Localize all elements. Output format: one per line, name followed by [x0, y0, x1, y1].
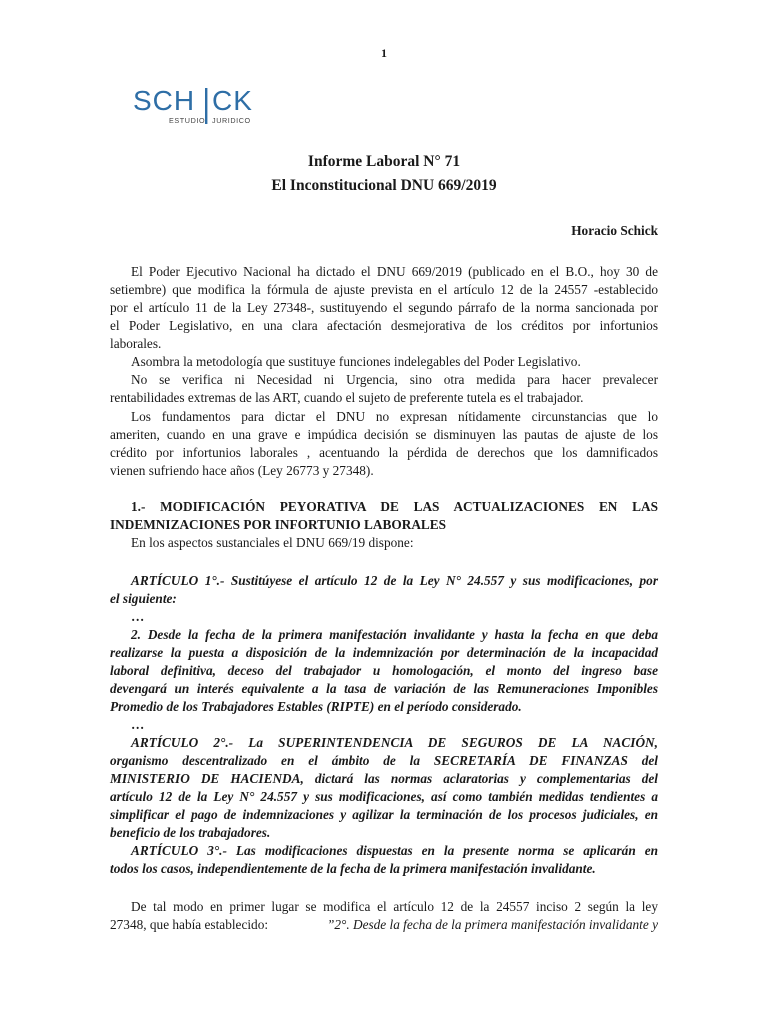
closing-line [110, 916, 658, 933]
paragraph-line: El Poder Ejecutivo Nacional ha dictado el DNU 669/2019 (publicado en el B.O., hoy 30 de [131, 264, 658, 279]
svg-text:CK: CK [212, 86, 253, 116]
report-subtitle: El Inconstitucional DNU 669/2019 [271, 177, 497, 194]
article-3-line: todos los casos, independientemente de la fecha de la primera manifestación invalidante. [110, 861, 596, 876]
closing-line-regular: 27348, que había establecido: [110, 917, 272, 932]
section-intro: En los aspectos sustanciales el DNU 669/19 dispone: [131, 535, 414, 550]
section-heading-line: INDEMNIZACIONES POR INFORTUNIO LABORALES [110, 517, 447, 532]
firm-logo [133, 86, 273, 128]
article-2-line: artículo 12 de la Ley N° 24.557 y sus modificaciones, así como también medidas tendientes a [110, 789, 658, 804]
svg-text:ESTUDIO: ESTUDIO [169, 116, 206, 125]
paragraph-line: setiembre) que modifica la fórmula de ajuste prevista en el artículo 12 de la 24557 -establecido [110, 282, 658, 297]
item-2-line: realizarse la puesta a disposición de la indemnización por determinación de la incapacidad [110, 645, 658, 660]
article-1-line: el siguiente: [110, 591, 177, 606]
svg-text:JURIDICO: JURIDICO [212, 116, 251, 125]
schick-logo-graphic [133, 86, 273, 128]
page-number: 1 [381, 46, 387, 60]
article-1-line: ARTÍCULO 1°.- Sustitúyese el artículo 12 de la Ley N° 24.557 y sus modificaciones, por [131, 573, 658, 588]
ellipsis: … [131, 609, 145, 624]
ellipsis: … [131, 717, 145, 732]
item-2-line: Promedio de los Trabajadores Estables (RIPTE) en el período considerado. [110, 699, 522, 714]
paragraph-line: por el artículo 11 de la Ley 27348-, sustituyendo el segundo párrafo de la norma sancionada por [110, 300, 658, 315]
paragraph-line: Asombra la metodología que sustituye funciones indelegables del Poder Legislativo. [131, 354, 581, 369]
item-2-line: devengará un interés equivalente a la tasa de variación de las Remuneraciones Imponibles [110, 681, 658, 696]
paragraph-line: rentabilidades extremas de las ART, cuando el sujeto de preferente tutela es el trabajador. [110, 390, 584, 405]
paragraph-line: laborales. [110, 336, 162, 351]
closing-line: De tal modo en primer lugar se modifica el artículo 12 de la 24557 inciso 2 según la ley [131, 899, 658, 914]
paragraph-line: ameriten, cuando en una grave e impúdica decisión se disminuyen las pautas de ajuste de los [110, 427, 658, 442]
article-2-line: MINISTERIO DE HACIENDA, dictará las normas aclaratorias y complementarias del [110, 771, 658, 786]
article-2-line: simplificar el pago de indemnizaciones y agilizar la terminación de los procesos judiciales, en [110, 807, 658, 822]
section-heading-line: 1.- MODIFICACIÓN PEYORATIVA DE LAS ACTUALIZACIONES EN LAS [131, 499, 658, 514]
paragraph-line: crédito por infortunios laborales , acentuando la pérdida de derechos que los damnificados [110, 445, 658, 460]
article-2-line: ARTÍCULO 2°.- La SUPERINTENDENCIA DE SEGUROS DE LA NACIÓN, [131, 735, 658, 750]
report-title: Informe Laboral N° 71 [307, 153, 461, 170]
paragraph-line: Los fundamentos para dictar el DNU no expresan nítidamente circunstancias que lo [131, 409, 658, 424]
paragraph-line: No se verifica ni Necesidad ni Urgencia, sino otra medida para hacer prevalecer [131, 372, 658, 387]
author-name: Horacio Schick [571, 223, 658, 238]
paragraph-line: vienen sufriendo hace años (Ley 26773 y 27348). [110, 463, 374, 478]
closing-line-quote: ”2°. Desde la fecha de la primera manifestación invalidante y [326, 917, 658, 932]
article-2-line: beneficio de los trabajadores. [110, 825, 271, 840]
article-2-line: organismo descentralizado en el ámbito de la SECRETARÍA DE FINANZAS del [110, 753, 658, 768]
svg-text:SCH: SCH [133, 86, 196, 116]
item-2-line: 2. Desde la fecha de la primera manifestación invalidante y hasta la fecha en que deba [131, 627, 658, 642]
article-3-line: ARTÍCULO 3°.- Las modificaciones dispuestas en la presente norma se aplicarán en [131, 843, 658, 858]
paragraph-line: el Poder Legislativo, en una clara afectación desmejorativa de los créditos por infortunios [110, 318, 658, 333]
item-2-line: laboral definitiva, deceso del trabajador u homologación, el monto del ingreso base [110, 663, 658, 678]
